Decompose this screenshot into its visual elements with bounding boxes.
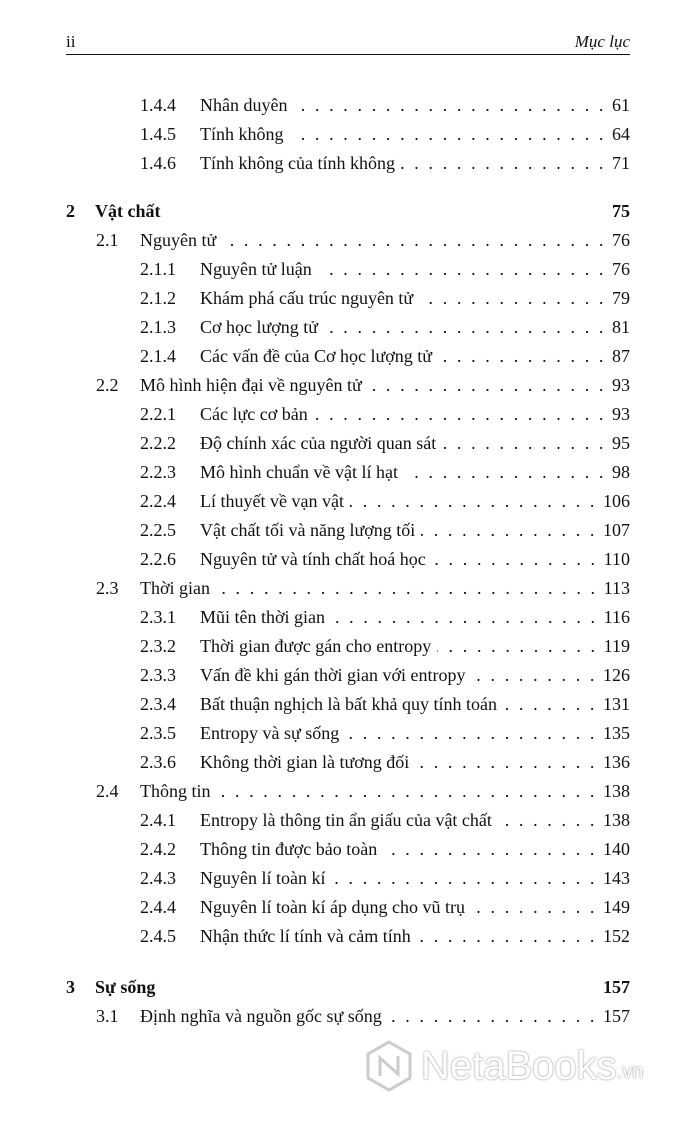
entry-page: 61 <box>612 95 630 115</box>
toc-entry-sub[interactable] <box>66 400 630 429</box>
entry-page: 64 <box>612 124 630 144</box>
dot-leader <box>331 603 598 632</box>
entry-page: 79 <box>612 288 630 308</box>
toc-entry-sub[interactable] <box>66 893 630 922</box>
entry-page: 136 <box>603 752 630 772</box>
dot-leader <box>290 120 607 149</box>
entry-title: Độ chính xác của người quan sát <box>200 433 437 453</box>
dot-leader <box>419 284 606 313</box>
dot-leader <box>404 458 606 487</box>
entry-number: 1.4.5 <box>140 124 176 144</box>
entry-title: Tính không <box>200 124 284 144</box>
toc-entry-sec[interactable] <box>66 777 630 806</box>
toc-entry-sub[interactable] <box>66 545 630 574</box>
entry-number: 2.4.4 <box>140 897 176 917</box>
entry-number: 1.4.6 <box>140 153 176 173</box>
toc-entry-sub[interactable] <box>66 120 630 149</box>
entry-page: 75 <box>612 201 630 221</box>
entry-number: 2 <box>66 201 75 221</box>
entry-title: Entropy và sự sống <box>200 723 340 743</box>
entry-title: Thời gian <box>140 578 211 598</box>
watermark-brand: NetaBooks <box>421 1043 617 1088</box>
entry-page: 87 <box>612 346 630 366</box>
entry-title: Sự sống <box>95 977 156 997</box>
entry-number: 2.1 <box>96 230 119 250</box>
toc-entry-sub[interactable] <box>66 748 630 777</box>
entry-title: Nguyên lí toàn kí <box>200 868 326 888</box>
toc-entry-sub[interactable] <box>66 313 630 342</box>
dot-leader <box>324 313 606 342</box>
entry-title: Mô hình chuẩn về vật lí hạt <box>200 462 398 482</box>
entry-number: 2.4 <box>96 781 119 801</box>
dot-leader <box>216 574 598 603</box>
entry-title: Nhận thức lí tính và cảm tính <box>200 926 411 946</box>
entry-number: 2.3.5 <box>140 723 176 743</box>
entry-title: Thông tin <box>140 781 211 801</box>
entry-title: Thời gian được gán cho entropy <box>200 636 432 656</box>
entry-page: 113 <box>603 578 630 598</box>
entry-page: 93 <box>612 375 630 395</box>
entry-title: Vấn đề khi gán thời gian với entropy <box>200 665 466 685</box>
entry-page: 135 <box>603 723 630 743</box>
toc-entry-sec[interactable] <box>66 226 630 255</box>
entry-page: 107 <box>603 520 630 540</box>
dot-leader <box>415 748 597 777</box>
entry-number: 2.3.2 <box>140 636 176 656</box>
entry-title: Nguyên tử luận <box>200 259 312 279</box>
dot-leader <box>331 864 597 893</box>
entry-page: 81 <box>612 317 630 337</box>
entry-number: 2.3.6 <box>140 752 176 772</box>
watermark-logo <box>365 1040 643 1092</box>
dot-leader <box>383 835 597 864</box>
entry-page: 157 <box>603 977 630 997</box>
dot-leader <box>350 487 597 516</box>
entry-number: 2.3.4 <box>140 694 176 714</box>
entry-title: Thông tin được bảo toàn <box>200 839 378 859</box>
toc-entry-ch[interactable] <box>66 973 630 1002</box>
entry-number: 2.4.5 <box>140 926 176 946</box>
entry-number: 2.1.2 <box>140 288 176 308</box>
entry-number: 3 <box>66 977 75 997</box>
dot-leader <box>503 690 597 719</box>
entry-page: 143 <box>603 868 630 888</box>
dot-leader <box>438 342 606 371</box>
entry-number: 2.3.1 <box>140 607 176 627</box>
toc-entry-sub[interactable] <box>66 690 630 719</box>
entry-number: 1.4.4 <box>140 95 176 115</box>
entry-page: 95 <box>612 433 630 453</box>
toc-entry-sub[interactable] <box>66 835 630 864</box>
entry-title: Các lực cơ bản <box>200 404 308 424</box>
toc-entry-sec[interactable] <box>66 1002 630 1031</box>
toc-entry-sub[interactable] <box>66 719 630 748</box>
entry-title: Khám phá cấu trúc nguyên tử <box>200 288 414 308</box>
running-title: Mục lục <box>574 32 630 51</box>
toc-entry-sub[interactable] <box>66 806 630 835</box>
dot-leader <box>345 719 597 748</box>
entry-page: 106 <box>603 491 630 511</box>
entry-title: Định nghĩa và nguồn gốc sự sống <box>140 1006 382 1026</box>
entry-page: 131 <box>603 694 630 714</box>
entry-title: Nguyên tử và tính chất hoá học <box>200 549 426 569</box>
entry-page: 152 <box>603 926 630 946</box>
toc-entry-sub[interactable] <box>66 487 630 516</box>
toc-entry-sub[interactable] <box>66 661 630 690</box>
entry-title: Lí thuyết về vạn vật <box>200 491 344 511</box>
toc-entry-sub[interactable] <box>66 458 630 487</box>
dot-leader <box>471 893 597 922</box>
entry-number: 2.2.6 <box>140 549 176 569</box>
toc-entry-sub[interactable] <box>66 149 630 178</box>
dot-leader <box>217 777 598 806</box>
watermark-suffix: .vn <box>616 1060 644 1083</box>
entry-title: Nhân duyên <box>200 95 288 115</box>
dot-leader <box>314 400 606 429</box>
entry-title: Nguyên tử <box>140 230 217 250</box>
table-of-contents <box>66 91 630 1031</box>
toc-entry-sub[interactable] <box>66 255 630 284</box>
entry-page: 116 <box>603 607 630 627</box>
toc-entry-sub[interactable] <box>66 632 630 661</box>
entry-title: Mũi tên thời gian <box>200 607 326 627</box>
entry-number: 2.2.2 <box>140 433 176 453</box>
dot-leader <box>471 661 597 690</box>
toc-entry-sec[interactable] <box>66 371 630 400</box>
dot-leader <box>401 149 606 178</box>
toc-entry-sub[interactable] <box>66 284 630 313</box>
dot-leader <box>293 91 606 120</box>
entry-page: 110 <box>603 549 630 569</box>
dot-leader <box>318 255 606 284</box>
toc-entry-sub[interactable] <box>66 603 630 632</box>
entry-title: Không thời gian là tương đối <box>200 752 410 772</box>
entry-number: 2.3.3 <box>140 665 176 685</box>
entry-title: Nguyên lí toàn kí áp dụng cho vũ trụ <box>200 897 465 917</box>
page-number: ii <box>66 32 76 51</box>
dot-leader <box>437 632 597 661</box>
toc-entry-sub[interactable] <box>66 516 630 545</box>
dot-leader <box>442 429 606 458</box>
entry-number: 2.3 <box>96 578 119 598</box>
entry-page: 119 <box>603 636 630 656</box>
entry-number: 2.1.4 <box>140 346 176 366</box>
entry-number: 2.2.1 <box>140 404 176 424</box>
entry-number: 2.4.3 <box>140 868 176 888</box>
entry-number: 2.2.4 <box>140 491 176 511</box>
entry-title: Vật chất <box>95 201 161 221</box>
entry-title: Entropy là thông tin ẩn giấu của vật chất <box>200 810 492 830</box>
entry-page: 138 <box>603 781 630 801</box>
dot-leader <box>388 1002 597 1031</box>
entry-page: 157 <box>603 1006 630 1026</box>
entry-page: 140 <box>603 839 630 859</box>
toc-entry-sub[interactable] <box>66 864 630 893</box>
dot-leader <box>432 545 598 574</box>
entry-number: 2.2.5 <box>140 520 176 540</box>
entry-page: 76 <box>612 259 630 279</box>
entry-title: Các vấn đề của Cơ học lượng tử <box>200 346 432 366</box>
toc-entry-sub[interactable] <box>66 91 630 120</box>
entry-title: Mô hình hiện đại về nguyên tử <box>140 375 362 395</box>
netabooks-logo-icon <box>365 1040 413 1092</box>
entry-number: 2.1.1 <box>140 259 176 279</box>
entry-number: 3.1 <box>96 1006 119 1026</box>
entry-page: 76 <box>612 230 630 250</box>
entry-title: Cơ học lượng tử <box>200 317 319 337</box>
entry-page: 126 <box>603 665 630 685</box>
dot-leader <box>417 922 597 951</box>
entry-page: 93 <box>612 404 630 424</box>
toc-entry-sec[interactable] <box>66 574 630 603</box>
entry-title: Vật chất tối và năng lượng tối <box>200 520 416 540</box>
entry-number: 2.4.2 <box>140 839 176 859</box>
entry-number: 2.2.3 <box>140 462 176 482</box>
dot-leader <box>368 371 606 400</box>
entry-number: 2.2 <box>96 375 119 395</box>
entry-page: 149 <box>603 897 630 917</box>
toc-entry-sub[interactable] <box>66 429 630 458</box>
toc-entry-ch[interactable] <box>66 197 630 226</box>
entry-page: 98 <box>612 462 630 482</box>
entry-title: Bất thuận nghịch là bất khả quy tính toán <box>200 694 497 714</box>
dot-leader <box>421 516 597 545</box>
running-header <box>66 30 630 55</box>
entry-number: 2.1.3 <box>140 317 176 337</box>
dot-leader <box>222 226 606 255</box>
entry-page: 71 <box>612 153 630 173</box>
dot-leader <box>498 806 597 835</box>
entry-page: 138 <box>603 810 630 830</box>
toc-entry-sub[interactable] <box>66 922 630 951</box>
toc-entry-sub[interactable] <box>66 342 630 371</box>
entry-title: Tính không của tính không <box>200 153 395 173</box>
entry-number: 2.4.1 <box>140 810 176 830</box>
